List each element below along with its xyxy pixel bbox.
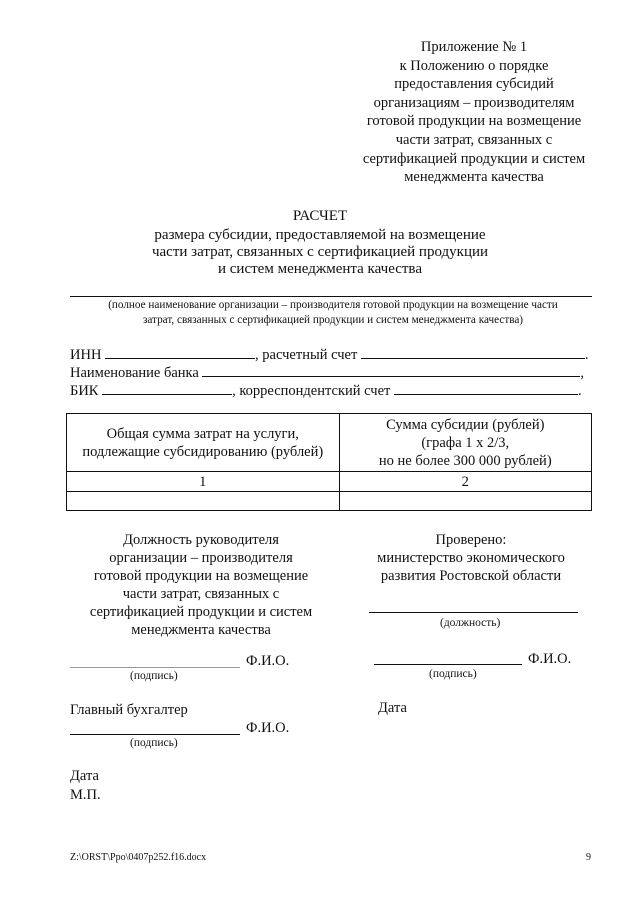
stamp-label: М.П. — [70, 787, 101, 803]
appendix-line: готовой продукции на возмещение — [366, 113, 582, 130]
bank-row — [70, 363, 584, 382]
column-number-1: 1 — [67, 472, 340, 492]
appendix-line: к Положению о порядке — [399, 57, 549, 74]
organization-name-caption — [68, 298, 598, 328]
inn-label: ИНН — [70, 347, 102, 363]
head-signature-line — [70, 667, 240, 668]
title-line: части затрат, связанных с сертификацией продукции — [151, 244, 489, 260]
total-costs-header — [67, 414, 340, 472]
position-line: менеджмента качества — [131, 622, 271, 638]
position-caption: (должность) — [440, 617, 501, 629]
subsidy-amount-header — [339, 414, 591, 472]
inn-row-end: . — [584, 347, 589, 363]
date-label: Дата — [70, 768, 99, 784]
position-line: готовой продукции на возмещение — [93, 568, 309, 584]
header-line: Общая сумма затрат на услуги, — [106, 425, 299, 442]
bik-row — [70, 381, 582, 400]
checked-line: развития Ростовской области — [380, 568, 562, 584]
page-number: 9 — [586, 852, 591, 863]
position-signature-line — [369, 612, 578, 613]
subsidy-amount-cell[interactable] — [339, 492, 591, 511]
chief-accountant-label: Главный бухгалтер — [70, 702, 188, 718]
table-row — [67, 492, 592, 511]
checked-line: министерство экономического — [377, 550, 565, 566]
bank-field — [202, 363, 580, 377]
appendix-line: организациям – производителям — [373, 94, 575, 111]
total-costs-cell[interactable] — [67, 492, 340, 511]
head-position-block — [66, 531, 336, 639]
position-line: части затрат, связанных с — [122, 586, 280, 602]
appendix-header — [352, 38, 596, 187]
corr-account-field — [394, 381, 578, 395]
header-line: подлежащие субсидированию (рублей) — [82, 443, 324, 460]
header-line: но не более 300 000 рублей) — [378, 452, 552, 469]
subsidy-table — [66, 413, 592, 511]
checked-line: Проверено: — [435, 532, 507, 548]
inn-field — [105, 345, 255, 359]
position-line: Должность руководителя — [123, 532, 279, 548]
accountant-signature-caption: (подпись) — [130, 737, 178, 749]
ministry-signature-caption: (подпись) — [429, 668, 477, 680]
checked-block — [356, 531, 586, 585]
bank-label: Наименование банка — [70, 365, 199, 381]
bik-label: БИК — [70, 383, 99, 399]
corr-account-label: , корреспондентский счет — [232, 383, 391, 399]
organization-name-line — [70, 296, 592, 297]
title-line: размера субсидии, предоставляемой на возмещение — [154, 227, 486, 243]
accountant-fio: Ф.И.О. — [246, 720, 290, 736]
bik-field — [102, 381, 232, 395]
ministry-signature-line — [374, 664, 522, 665]
appendix-line: менеджмента качества — [404, 169, 544, 186]
caption-line: затрат, связанных с сертификацией продукции и систем менеджмента качества) — [142, 314, 524, 326]
position-line: организации – производителя — [109, 550, 293, 566]
head-signature-caption: (подпись) — [130, 670, 178, 682]
header-line: (графа 1 х 2/3, — [421, 434, 510, 451]
title-line: и систем менеджмента качества — [218, 261, 422, 277]
bik-row-end: . — [577, 383, 582, 399]
inn-row — [70, 345, 589, 364]
appendix-line: предоставления субсидий — [394, 76, 554, 93]
appendix-line: Приложение № 1 — [420, 39, 528, 55]
column-number-2: 2 — [339, 472, 591, 492]
ministry-date-label: Дата — [378, 700, 407, 716]
ministry-fio: Ф.И.О. — [528, 651, 572, 667]
file-path: Z:\ORST\Ppo\0407p252.f16.docx — [70, 852, 207, 863]
appendix-line: части затрат, связанных с — [395, 131, 553, 148]
account-label: , расчетный счет — [255, 347, 358, 363]
title-heading: РАСЧЕТ — [292, 208, 348, 224]
bank-row-end: , — [580, 365, 585, 381]
table-number-row — [67, 472, 592, 492]
position-line: сертификацией продукции и систем — [89, 604, 313, 620]
caption-line: (полное наименование организации – производителя готовой продукции на возмещение части — [108, 299, 558, 311]
table-header-row — [67, 414, 592, 472]
account-field — [361, 345, 585, 359]
header-line: Сумма субсидии (рублей) — [386, 416, 545, 433]
appendix-line: сертификацией продукции и систем — [362, 150, 586, 167]
head-fio: Ф.И.О. — [246, 653, 290, 669]
accountant-signature-line — [70, 734, 240, 735]
document-title — [120, 208, 520, 278]
